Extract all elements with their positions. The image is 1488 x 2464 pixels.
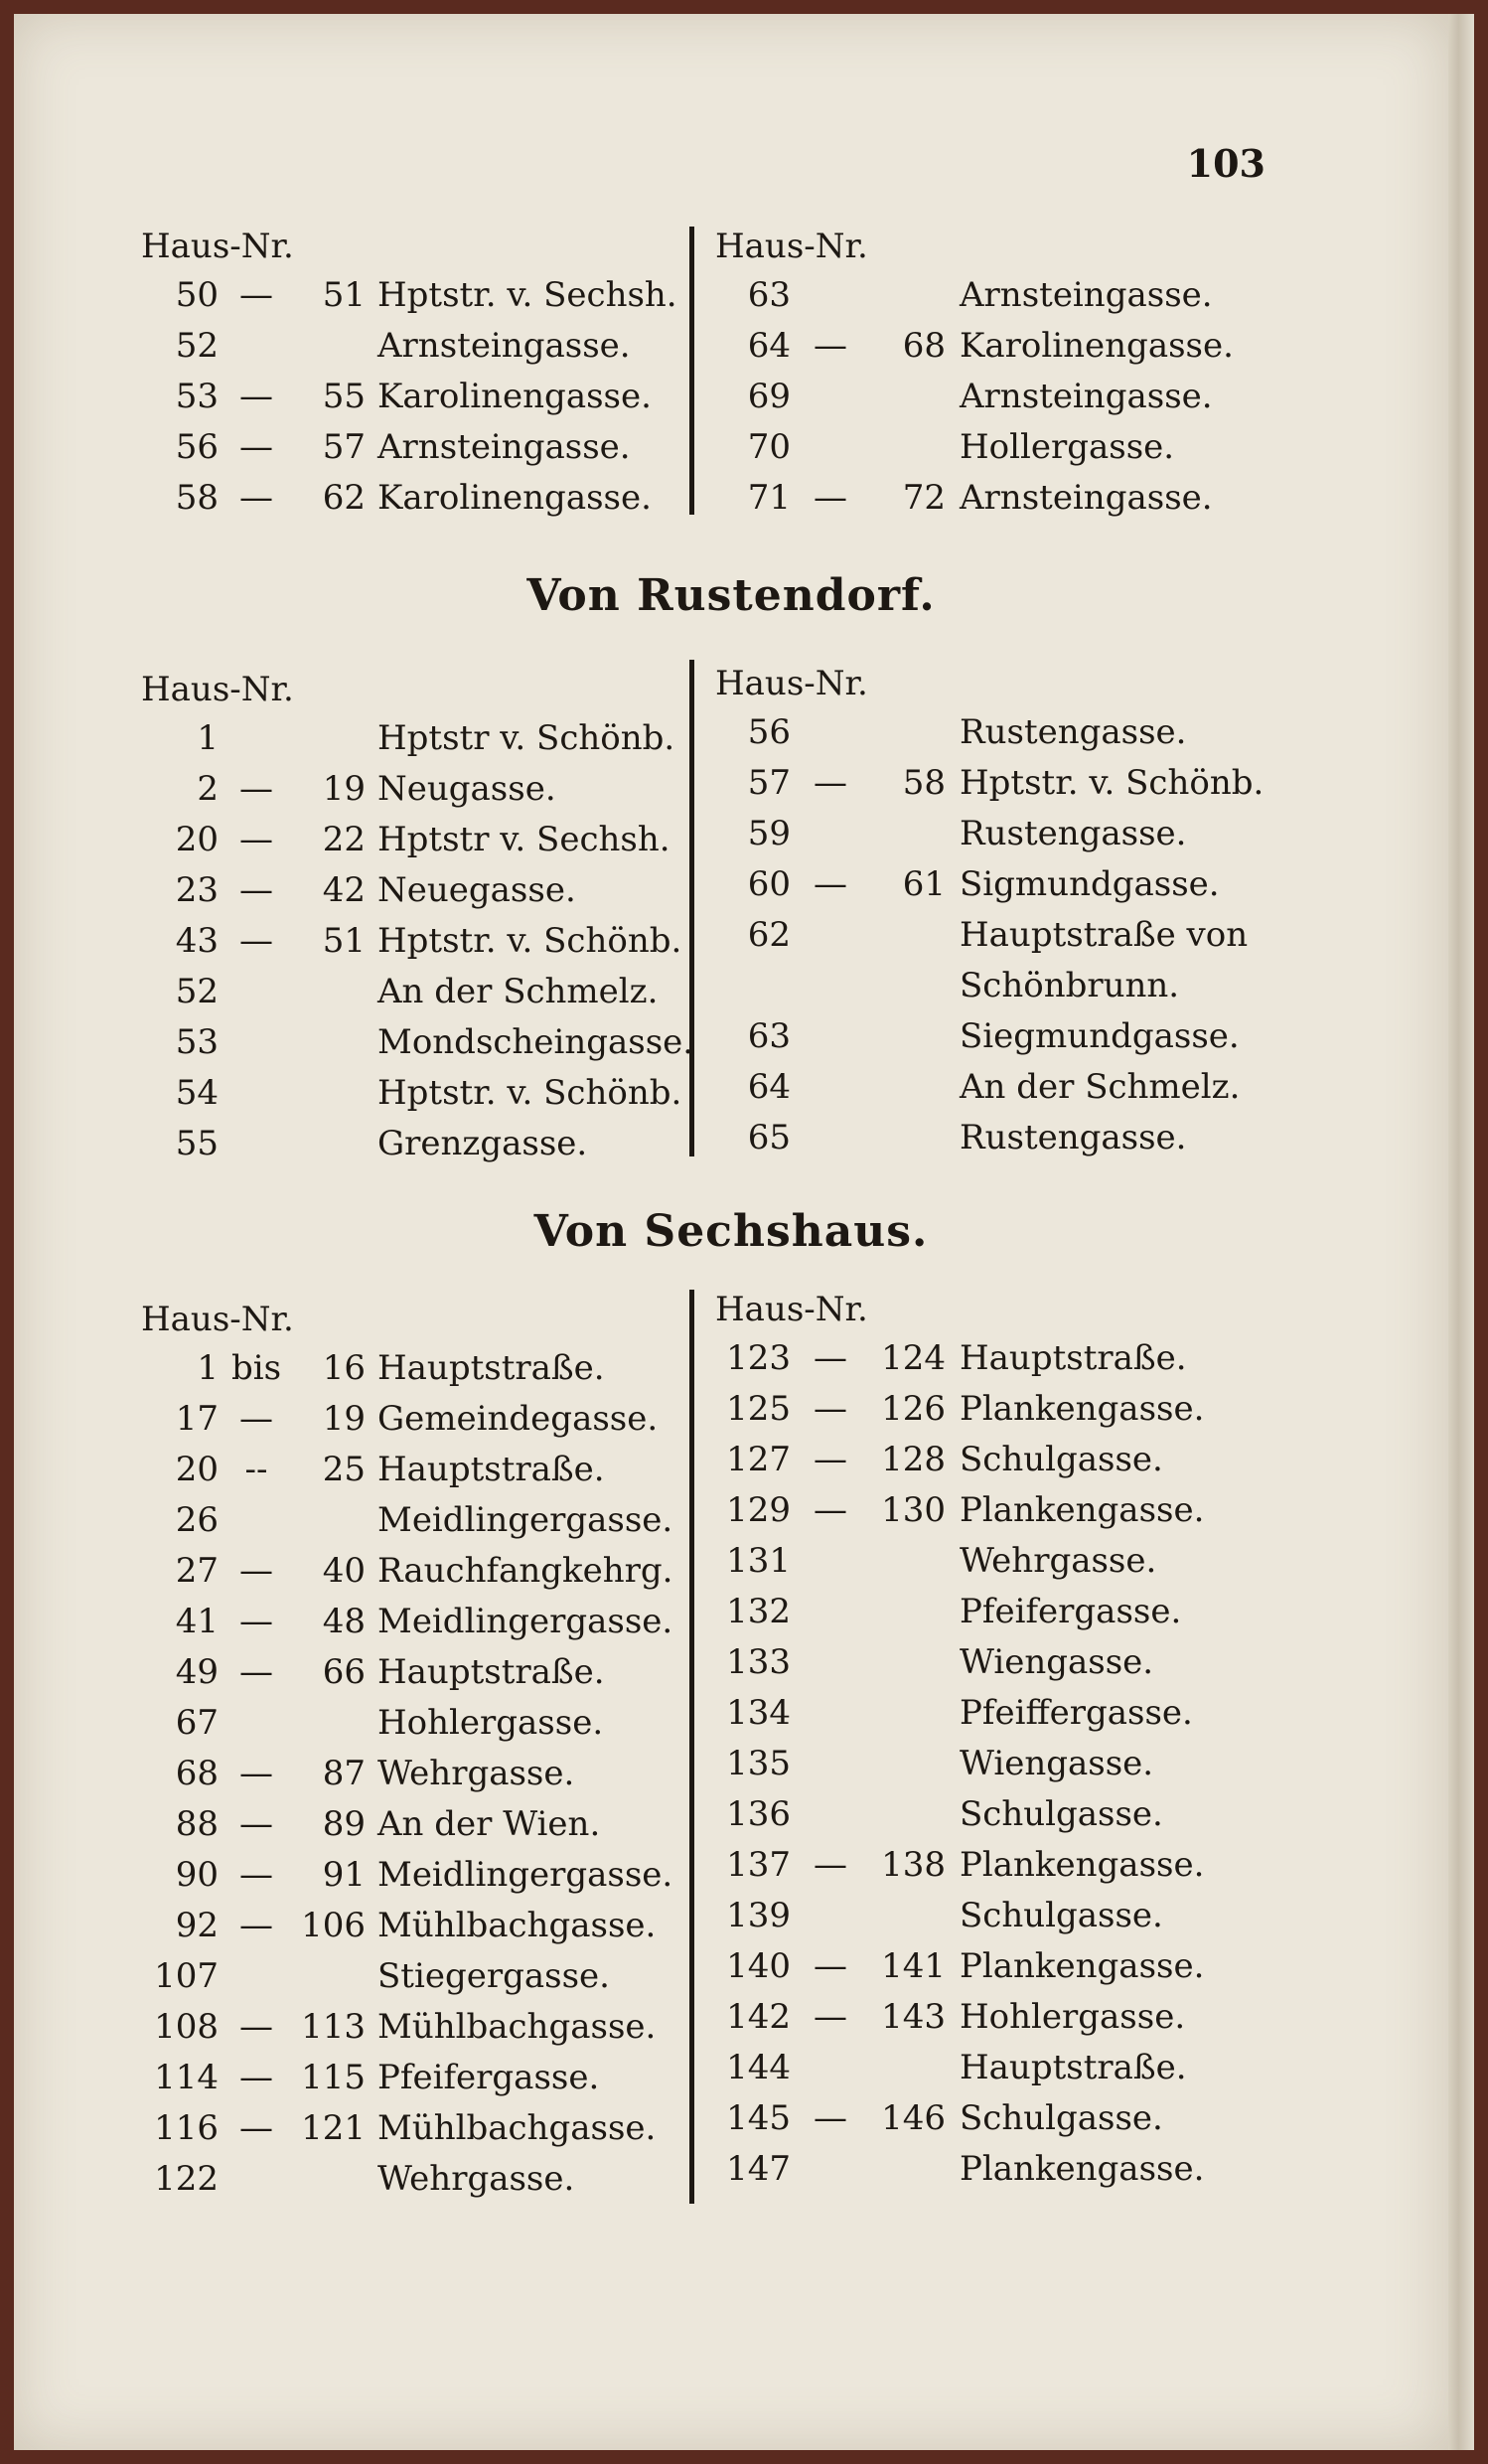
house-number-row <box>141 1698 693 1749</box>
range-separator: — <box>239 1399 273 1439</box>
house-number-from: 135 <box>726 1744 791 1783</box>
house-number-row <box>715 1637 1271 1688</box>
house-number-row <box>141 2002 693 2053</box>
street-name: Neugasse. <box>377 769 556 809</box>
range-separator: — <box>814 763 847 803</box>
house-number-from: 134 <box>726 1693 791 1733</box>
street-name: Plankengasse. <box>960 1946 1205 1986</box>
street-name: Arnsteingasse. <box>377 326 631 366</box>
street-name: Rauchfangkehrg. <box>377 1551 673 1591</box>
house-number-row <box>141 270 693 321</box>
street-name: Mondscheingasse. <box>377 1022 694 1062</box>
house-number-to: 138 <box>881 1845 946 1885</box>
house-number-from: 58 <box>175 478 219 518</box>
house-number-from: 2 <box>197 769 219 809</box>
house-number-to: 113 <box>301 2007 366 2047</box>
street-name: Schulgasse. <box>960 1896 1163 1935</box>
range-separator: — <box>814 1946 847 1986</box>
street-name: Karolinengasse. <box>377 377 652 416</box>
street-name: Pfeifergasse. <box>960 1592 1182 1631</box>
house-number-to: 58 <box>902 763 946 803</box>
street-name: An der Schmelz. <box>960 1067 1241 1107</box>
page-number: 103 <box>1186 141 1265 186</box>
house-number-from: 52 <box>175 326 219 366</box>
street-name: Arnsteingasse. <box>960 478 1213 518</box>
house-number-from: 64 <box>747 326 791 366</box>
house-number-row <box>141 2053 693 2103</box>
house-number-from: 129 <box>726 1490 791 1530</box>
house-number-row <box>141 1901 693 1951</box>
house-number-to: 87 <box>322 1754 366 1793</box>
street-name: Hauptstraße. <box>960 2048 1187 2087</box>
house-number-row <box>141 865 693 916</box>
house-number-to: 124 <box>881 1338 946 1378</box>
house-number-to: 146 <box>881 2098 946 2138</box>
house-number-row <box>715 2144 1271 2195</box>
house-number-row <box>715 372 1271 422</box>
column-header: Haus-Nr. <box>141 227 294 266</box>
column-header: Haus-Nr. <box>715 1290 868 1329</box>
house-number-from: 43 <box>175 921 219 961</box>
house-number-row <box>141 1445 693 1495</box>
house-number-to: 16 <box>322 1348 366 1388</box>
house-number-from: 114 <box>154 2058 219 2097</box>
house-number-from: 107 <box>154 1956 219 1996</box>
house-number-to: 89 <box>322 1804 366 1844</box>
street-name: Stiegergasse. <box>377 1956 610 1996</box>
street-name: Hauptstraße. <box>377 1450 605 1489</box>
column-header: Haus-Nr. <box>715 227 868 266</box>
range-separator: — <box>814 478 847 518</box>
section-rustendorf <box>14 660 1448 1176</box>
house-number-row <box>715 321 1271 372</box>
house-number-from: 56 <box>175 427 219 467</box>
left-column <box>141 666 693 1169</box>
house-number-from: 53 <box>175 1022 219 1062</box>
range-separator: — <box>239 820 273 859</box>
house-number-row <box>715 1789 1271 1840</box>
house-number-from: 127 <box>726 1440 791 1479</box>
house-number-from: 71 <box>747 478 791 518</box>
house-number-to: 57 <box>322 427 366 467</box>
house-number-row <box>141 713 693 764</box>
range-separator: — <box>814 1997 847 2037</box>
street-name: Hauptstraße. <box>960 1338 1187 1378</box>
house-number-to: 48 <box>322 1602 366 1641</box>
range-separator: — <box>239 2058 273 2097</box>
range-separator: — <box>239 2007 273 2047</box>
house-number-to: 130 <box>881 1490 946 1530</box>
range-separator: — <box>239 1754 273 1793</box>
house-number-row <box>141 422 693 473</box>
street-name: Schulgasse. <box>960 1794 1163 1834</box>
house-number-row <box>141 1597 693 1647</box>
street-name: Hptstr. v. Schönb. <box>377 921 682 961</box>
house-number-from: 1 <box>197 718 219 758</box>
street-name: Meidlingergasse. <box>377 1855 673 1895</box>
street-name: Wiengasse. <box>960 1642 1154 1682</box>
house-number-from: 136 <box>726 1794 791 1834</box>
range-separator: — <box>239 870 273 910</box>
street-name: Meidlingergasse. <box>377 1500 673 1540</box>
street-name: Plankengasse. <box>960 2149 1205 2189</box>
house-number-from: 147 <box>726 2149 791 2189</box>
house-number-from: 59 <box>747 814 791 853</box>
house-number-row <box>715 422 1271 473</box>
range-separator: — <box>239 478 273 518</box>
house-number-row <box>715 1739 1271 1789</box>
house-number-from: 57 <box>747 763 791 803</box>
house-number-from: 41 <box>175 1602 219 1641</box>
house-number-row <box>141 1850 693 1901</box>
range-separator: — <box>814 326 847 366</box>
street-name: Hptstr v. Schönb. <box>377 718 675 758</box>
street-name: Grenzgasse. <box>377 1124 588 1163</box>
street-name: Rustengasse. <box>960 814 1187 853</box>
street-name: Plankengasse. <box>960 1845 1205 1885</box>
street-name: Hauptstraße. <box>377 1652 605 1692</box>
left-column <box>141 223 693 524</box>
house-number-row <box>141 1749 693 1799</box>
house-number-row <box>141 372 693 422</box>
house-number-to: 141 <box>881 1946 946 1986</box>
house-number-from: 144 <box>726 2048 791 2087</box>
street-name: Meidlingergasse. <box>377 1602 673 1641</box>
street-name: Hptstr. v. Schönb. <box>960 763 1265 803</box>
house-number-from: 26 <box>175 1500 219 1540</box>
house-number-from: 137 <box>726 1845 791 1885</box>
range-separator: — <box>814 1845 847 1885</box>
house-number-to: 115 <box>301 2058 366 2097</box>
street-name: Gemeindegasse. <box>377 1399 659 1439</box>
house-number-row <box>715 1113 1271 1163</box>
street-name: An der Wien. <box>377 1804 601 1844</box>
house-number-from: 145 <box>726 2098 791 2138</box>
house-number-to: 40 <box>322 1551 366 1591</box>
section-continuation <box>14 223 1448 521</box>
house-number-to: 72 <box>902 478 946 518</box>
section-title-rustendorf: Von Rustendorf. <box>526 570 936 621</box>
house-number-from: 1 <box>197 1348 219 1388</box>
range-separator: — <box>814 864 847 904</box>
street-name: Wehrgasse. <box>377 1754 575 1793</box>
house-number-row <box>141 1017 693 1068</box>
house-number-from: 122 <box>154 2159 219 2199</box>
house-number-row <box>141 1799 693 1850</box>
house-number-from: 67 <box>175 1703 219 1743</box>
house-number-to: 121 <box>301 2108 366 2148</box>
column-header: Haus-Nr. <box>715 664 868 703</box>
house-number-from: 68 <box>175 1754 219 1793</box>
house-number-from: 116 <box>154 2108 219 2148</box>
street-name: Hohlergasse. <box>960 1997 1186 2037</box>
range-separator: — <box>239 275 273 315</box>
house-number-row <box>141 916 693 967</box>
street-name: An der Schmelz. <box>377 972 659 1011</box>
house-number-to: 19 <box>322 769 366 809</box>
street-name: Hptstr v. Sechsh. <box>377 820 670 859</box>
street-name: Mühlbachgasse. <box>377 1906 657 1945</box>
street-name: Karolinengasse. <box>960 326 1234 366</box>
street-name: Hauptstraße. <box>377 1348 605 1388</box>
range-separator: — <box>239 921 273 961</box>
street-name: Arnsteingasse. <box>960 377 1213 416</box>
house-number-to: 51 <box>322 275 366 315</box>
range-separator: — <box>239 1906 273 1945</box>
house-number-to: 128 <box>881 1440 946 1479</box>
house-number-from: 92 <box>175 1906 219 1945</box>
street-name: Wiengasse. <box>960 1744 1154 1783</box>
house-number-row <box>141 2154 693 2205</box>
street-name: Hptstr. v. Schönb. <box>377 1073 682 1113</box>
house-number-row <box>141 1343 693 1394</box>
house-number-from: 65 <box>747 1118 791 1157</box>
house-number-from: 108 <box>154 2007 219 2047</box>
house-number-to: 42 <box>322 870 366 910</box>
house-number-row <box>715 1384 1271 1435</box>
house-number-row <box>141 2103 693 2154</box>
house-number-from: 52 <box>175 972 219 1011</box>
house-number-from: 131 <box>726 1541 791 1581</box>
street-name: Rustengasse. <box>960 712 1187 752</box>
range-separator: — <box>814 1440 847 1479</box>
street-name: Rustengasse. <box>960 1118 1187 1157</box>
column-header: Haus-Nr. <box>141 1300 294 1339</box>
range-separator: — <box>239 2108 273 2148</box>
range-separator: — <box>239 1602 273 1641</box>
house-number-from: 123 <box>726 1338 791 1378</box>
left-column <box>141 1296 693 2205</box>
range-separator: — <box>814 1389 847 1429</box>
range-separator: — <box>239 769 273 809</box>
column-header: Haus-Nr. <box>141 670 294 709</box>
house-number-row <box>141 1951 693 2002</box>
street-name: Schulgasse. <box>960 2098 1163 2138</box>
house-number-to: 25 <box>322 1450 366 1489</box>
range-separator: — <box>239 427 273 467</box>
street-name: Schulgasse. <box>960 1440 1163 1479</box>
street-name: Arnsteingasse. <box>960 275 1213 315</box>
house-number-from: 88 <box>175 1804 219 1844</box>
house-number-to: 106 <box>301 1906 366 1945</box>
house-number-to: 19 <box>322 1399 366 1439</box>
house-number-row <box>715 270 1271 321</box>
house-number-from: 63 <box>747 275 791 315</box>
street-name: Siegmundgasse. <box>960 1016 1240 1056</box>
house-number-row <box>715 1840 1271 1891</box>
range-separator: bis <box>230 1348 282 1388</box>
house-number-row <box>715 473 1271 524</box>
right-column <box>715 1286 1271 2195</box>
right-column <box>715 660 1271 1163</box>
street-name: Wehrgasse. <box>960 1541 1157 1581</box>
house-number-row <box>715 1536 1271 1587</box>
house-number-row <box>141 764 693 815</box>
house-number-row <box>715 1062 1271 1113</box>
street-name: Plankengasse. <box>960 1490 1205 1530</box>
house-number-row <box>715 910 1271 961</box>
house-number-from: 62 <box>747 915 791 955</box>
house-number-row <box>141 321 693 372</box>
house-number-to: 22 <box>322 820 366 859</box>
house-number-row <box>715 1941 1271 1992</box>
house-number-row <box>141 1394 693 1445</box>
house-number-to: 61 <box>902 864 946 904</box>
range-separator: — <box>814 1338 847 1378</box>
range-separator: — <box>239 1652 273 1692</box>
house-number-from: 17 <box>175 1399 219 1439</box>
house-number-to: 126 <box>881 1389 946 1429</box>
house-number-row <box>141 967 693 1017</box>
street-name: Mühlbachgasse. <box>377 2108 657 2148</box>
house-number-from: 55 <box>175 1124 219 1163</box>
house-number-to: 62 <box>322 478 366 518</box>
street-name: Mühlbachgasse. <box>377 2007 657 2047</box>
page-edge <box>1448 14 1474 2450</box>
house-number-from: 54 <box>175 1073 219 1113</box>
house-number-from: 27 <box>175 1551 219 1591</box>
house-number-from: 60 <box>747 864 791 904</box>
house-number-from: 56 <box>747 712 791 752</box>
house-number-to: 66 <box>322 1652 366 1692</box>
house-number-from: 53 <box>175 377 219 416</box>
house-number-row <box>141 815 693 865</box>
house-number-from: 140 <box>726 1946 791 1986</box>
range-separator: — <box>239 377 273 416</box>
house-number-row <box>715 758 1271 809</box>
street-name: Arnsteingasse. <box>377 427 631 467</box>
street-name: Pfeiffergasse. <box>960 1693 1193 1733</box>
house-number-row <box>715 961 1271 1011</box>
range-separator: — <box>239 1551 273 1591</box>
range-separator: — <box>239 1855 273 1895</box>
street-name: Hohlergasse. <box>377 1703 604 1743</box>
house-number-row <box>715 1587 1271 1637</box>
house-number-row <box>141 1068 693 1119</box>
house-number-from: 64 <box>747 1067 791 1107</box>
house-number-from: 90 <box>175 1855 219 1895</box>
right-column <box>715 223 1271 524</box>
range-separator: — <box>239 1804 273 1844</box>
house-number-from: 70 <box>747 427 791 467</box>
house-number-from: 49 <box>175 1652 219 1692</box>
house-number-row <box>141 1495 693 1546</box>
house-number-from: 133 <box>726 1642 791 1682</box>
house-number-to: 143 <box>881 1997 946 2037</box>
street-name: Schönbrunn. <box>960 966 1180 1005</box>
house-number-row <box>141 473 693 524</box>
section-sechshaus <box>14 1286 1448 2220</box>
street-name: Hauptstraße von <box>960 915 1249 955</box>
house-number-row <box>715 1435 1271 1485</box>
house-number-from: 139 <box>726 1896 791 1935</box>
house-number-row <box>715 1688 1271 1739</box>
house-number-from: 63 <box>747 1016 791 1056</box>
house-number-to: 51 <box>322 921 366 961</box>
street-name: Hptstr. v. Sechsh. <box>377 275 677 315</box>
house-number-row <box>715 2043 1271 2093</box>
house-number-from: 69 <box>747 377 791 416</box>
house-number-row <box>715 2093 1271 2144</box>
range-separator: -- <box>244 1450 268 1489</box>
house-number-from: 142 <box>726 1997 791 2037</box>
street-name: Sigmundgasse. <box>960 864 1220 904</box>
house-number-row <box>715 1891 1271 1941</box>
house-number-row <box>141 1546 693 1597</box>
book-page <box>14 14 1448 2450</box>
house-number-from: 132 <box>726 1592 791 1631</box>
range-separator: — <box>814 2098 847 2138</box>
house-number-to: 91 <box>322 1855 366 1895</box>
house-number-to: 55 <box>322 377 366 416</box>
street-name: Hollergasse. <box>960 427 1175 467</box>
street-name: Plankengasse. <box>960 1389 1205 1429</box>
house-number-row <box>141 1119 693 1169</box>
street-name: Pfeifergasse. <box>377 2058 600 2097</box>
house-number-from: 20 <box>175 820 219 859</box>
house-number-row <box>715 859 1271 910</box>
house-number-row <box>715 707 1271 758</box>
range-separator: — <box>814 1490 847 1530</box>
house-number-to: 68 <box>902 326 946 366</box>
street-name: Karolinengasse. <box>377 478 652 518</box>
house-number-from: 20 <box>175 1450 219 1489</box>
house-number-row <box>715 1011 1271 1062</box>
house-number-row <box>715 1333 1271 1384</box>
house-number-row <box>141 1647 693 1698</box>
street-name: Wehrgasse. <box>377 2159 575 2199</box>
house-number-row <box>715 1485 1271 1536</box>
house-number-row <box>715 809 1271 859</box>
house-number-from: 50 <box>175 275 219 315</box>
house-number-from: 125 <box>726 1389 791 1429</box>
house-number-from: 23 <box>175 870 219 910</box>
house-number-row <box>715 1992 1271 2043</box>
street-name: Neuegasse. <box>377 870 576 910</box>
section-title-sechshaus: Von Sechshaus. <box>533 1206 929 1257</box>
